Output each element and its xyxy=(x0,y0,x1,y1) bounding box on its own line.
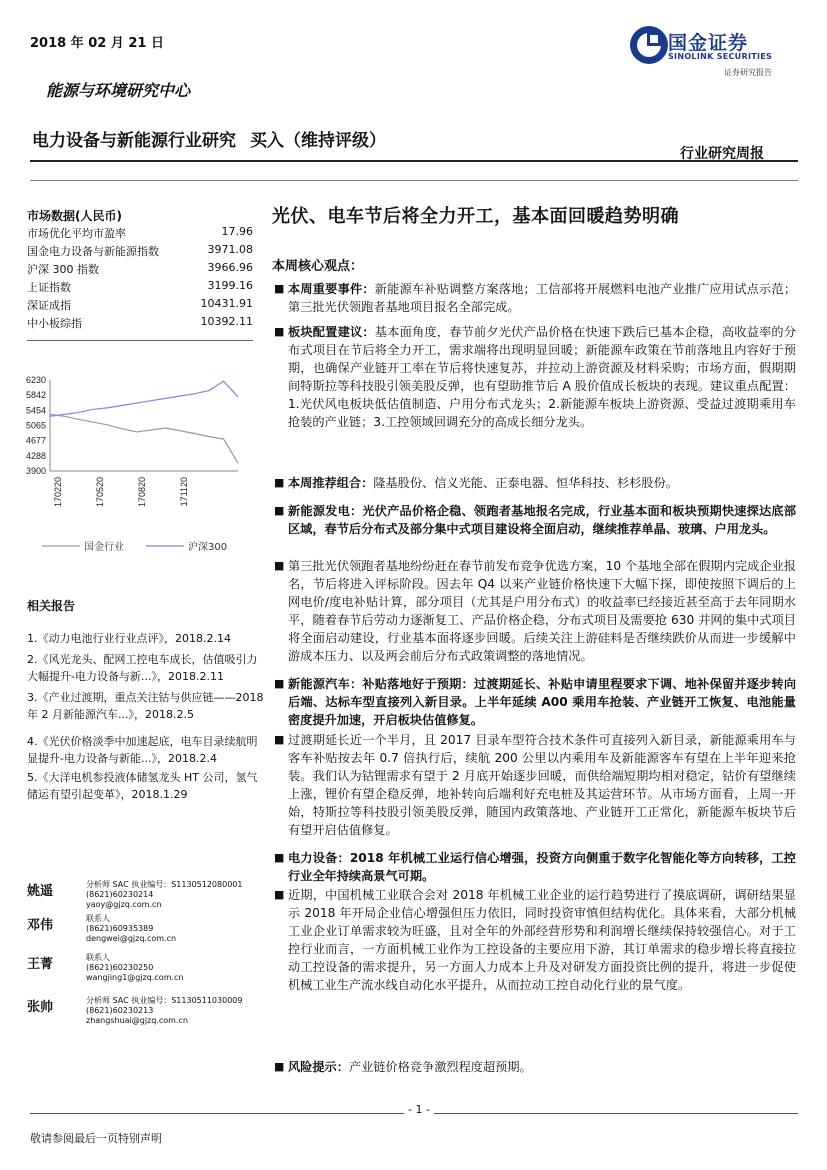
chart-series-line-industry xyxy=(50,414,238,463)
chart-y-tick-label: 5842 xyxy=(25,390,46,401)
analyst-role: 联系人 xyxy=(86,914,110,923)
related-report-item[interactable]: 3.《产业过渡期，重点关注钴与供应链——2018 年 2 月新能源汽车...》，2018.2.5 xyxy=(27,691,264,721)
paragraph-nev xyxy=(274,675,797,729)
market-data-value: 10392.11 xyxy=(200,315,253,328)
chart-y-tick-label: 4677 xyxy=(25,435,46,446)
paragraph-bold-text: 补贴落地好于预期：过渡期延长、补贴申请里程要求下调、地补保留并逐步转向后端、达标车型直接列入新目录。上半年延续 A00 乘用车抢装、产业链开工恢复、电池能量密度提升加速，开启板块估值修复。 xyxy=(288,677,797,728)
paragraph-label: 新能源汽车： xyxy=(288,677,363,691)
analyst-name: 姚遥 xyxy=(27,884,54,899)
paragraph-text: 第三批光伏领跑者基地纷纷赶在春节前发布竞争优选方案，10 个基地全部在假期内完成企业报名，节后将进入评标阶段。因去年 Q4 以来产业链价格快速下大幅下探，即使按照下调后的上网电价/度电补贴计算，部分项目（尤其是户用分布式）的收益率已经接近甚至高于去年同期水平，随着春节后劳动力逐渐复工、产品价格企稳，分布式项目及需要抢 630 并网的集中式项目将全面启动建设，行业基本面将逐步回暖。后续关注上游硅料是否继续跌价从而进一步缓解中游成本压力、以及两会前后分布式政策调整的落地情况。 xyxy=(288,559,796,664)
paragraph-bold-text: 光伏产品价格企稳、领跑者基地报名完成，行业基本面和板块预期快速探达底部区域，春节后分布式及部分集中式项目建设将全面启动，继续推荐单晶、玻璃、户用龙头。 xyxy=(288,504,797,537)
paragraph-label: 新能源发电： xyxy=(288,504,363,518)
paragraph-label: 板块配置建议： xyxy=(288,325,375,339)
report-type: 行业研究周报 xyxy=(680,146,764,162)
market-data-label: 深证成指 xyxy=(27,299,71,312)
market-data-row xyxy=(27,315,253,333)
bullet-icon: ■ xyxy=(274,733,285,746)
header-divider-thin xyxy=(30,180,798,181)
report-date: 2018 年 02 月 21 日 xyxy=(30,36,164,51)
bullet-icon: ■ xyxy=(274,325,285,338)
analyst-phone: (8621)60230250 xyxy=(86,963,154,972)
analyst-contact xyxy=(86,953,184,983)
paragraph-text: 过渡期延长近一个半月，且 2017 目录车型符合技术条件可直接列入新目录，新能源乘用车与客车补贴按去年 0.7 倍执行后，续航 200 公里以内乘用车及新能源客车有望在上半年迎来抢装。我们认为钴锂需求有望于 2 月底开始逐步回暖，而供给端短期均相对稳定，钴价有望继续上涨，锂价有望企稳反弹，地补转向后端利好充电桩及其运营环节。从市场方面看，上周一开始，特斯拉等科技股引领美股反弹，随国内政策落地、产业链开工正常化，新能源车板块节后有望开启估值修复。 xyxy=(288,733,796,838)
analyst-email[interactable]: yaoy@gjzq.com.cn xyxy=(86,900,162,909)
industry-title: 电力设备与新能源行业研究 xyxy=(32,131,236,151)
market-data-row xyxy=(27,279,253,297)
paragraph-label: 本周重要事件： xyxy=(288,282,375,296)
chart-y-tick-label: 4288 xyxy=(25,450,46,461)
chart-y-tick-label: 5065 xyxy=(25,420,46,431)
research-center: 能源与环境研究中心 xyxy=(46,81,191,100)
paragraph-nev-detail xyxy=(274,731,796,840)
analyst-cert: 分析师 SAC 执业编号：S1130511030009 xyxy=(86,996,243,1005)
market-data-value: 3199.16 xyxy=(207,279,253,292)
chart-series-line-csi300 xyxy=(50,381,238,416)
related-report-item[interactable]: 1.《动力电池行业行业点评》，2018.2.14 xyxy=(27,632,231,645)
analyst-name: 张帅 xyxy=(27,1000,54,1015)
bullet-icon: ■ xyxy=(274,476,285,489)
page-number: - 1 - xyxy=(404,1103,434,1116)
paragraph-label: 风险提示： xyxy=(288,1060,349,1074)
analyst-email[interactable]: dengwei@gjzq.com.cn xyxy=(86,934,177,943)
market-data-value: 3966.96 xyxy=(207,261,253,274)
bullet-icon: ■ xyxy=(274,851,285,864)
paragraph-text: 隆基股份、信义光能、正泰电器、恒华科技、杉杉股份。 xyxy=(373,476,678,490)
market-data-value: 10431.91 xyxy=(200,297,253,310)
chart-x-tick-label: 170520 xyxy=(95,477,105,508)
logo-english: SINOLINK SECURITIES xyxy=(668,52,773,61)
chart-legend-label: 沪深300 xyxy=(188,542,228,553)
paragraph-portfolio xyxy=(274,474,796,492)
market-data-title: 市场数据(人民币) xyxy=(27,209,122,223)
paragraph-power-equipment xyxy=(274,849,796,885)
report-headline: 光伏、电车节后将全力开工，基本面回暖趋势明确 xyxy=(272,206,679,227)
bullet-icon: ■ xyxy=(274,559,285,572)
market-data-value: 3971.08 xyxy=(207,243,253,256)
analyst-name: 王菁 xyxy=(27,957,54,972)
chart-legend-label: 国金行业 xyxy=(84,542,124,553)
logo-mark-icon xyxy=(628,24,670,66)
bullet-icon: ■ xyxy=(274,282,285,295)
paragraph-new-energy-power xyxy=(274,502,797,538)
core-views-title: 本周核心观点： xyxy=(272,259,364,274)
market-data-row xyxy=(27,225,253,243)
paragraph-text: 新能源车补贴调整方案落地；工信部将开展燃料电池产业推广应用试点示范；第三批光伏领跑者基地项目报名全部完成。 xyxy=(288,282,797,315)
chart-x-tick-label: 171120 xyxy=(179,477,189,507)
market-data-value: 17.96 xyxy=(221,225,253,238)
analyst-email[interactable]: zhangshuai@gjzq.com.cn xyxy=(86,1016,188,1025)
market-data-row xyxy=(27,297,253,315)
related-report-item[interactable]: 5.《大洋电机参投液体储氢龙头 HT 公司，氢气储运有望引起变革》，2018.1.29 xyxy=(27,771,258,801)
paragraph-pv-detail xyxy=(274,557,796,666)
logo-subtitle: 证券研究报告 xyxy=(724,68,772,77)
market-data-label: 市场优化平均市盈率 xyxy=(27,227,126,240)
analyst-role: 联系人 xyxy=(86,953,110,962)
paragraph-allocation xyxy=(274,323,797,432)
analyst-phone: (8621)60935389 xyxy=(86,924,154,933)
analyst-email[interactable]: wangjing1@gjzq.com.cn xyxy=(86,973,184,982)
chart-y-tick-label: 6230 xyxy=(25,375,46,385)
logo-name: 国金证券 xyxy=(668,32,749,54)
index-chart xyxy=(12,368,258,564)
page-title xyxy=(32,126,386,151)
chart-x-tick-label: 170220 xyxy=(53,477,63,508)
analyst-contact xyxy=(86,996,242,1026)
footer-disclaimer: 敬请参阅最后一页特别声明 xyxy=(30,1132,162,1145)
market-data-label: 国金电力设备与新能源指数 xyxy=(27,245,159,258)
paragraph-label: 电力设备： xyxy=(288,851,350,865)
paragraph-text: 基本面角度，春节前夕光伏产品价格在快速下跌后已基本企稳，高收益率的分布式项目在节后将全力开工，需求端将出现明显回暖；新能源车政策在节前落地且内容好于预期，也确保产业链开工率在节后将快速复苏，并拉动上游资源及材料采购；市场方面，假期期间特斯拉等科技股引领美股反弹，也有望助推节后 A 股价值成长板块的表现。建议重点配置：1.光伏风电板块低估值制造、户用分布式龙头；2.新能源车板块上游资源、受益过渡期乘用车抢装的产业链；3.工控领域回调充分的高成长细分龙头。 xyxy=(288,325,797,430)
chart-y-tick-label: 5454 xyxy=(25,405,46,416)
paragraph-text: 近期，中国机械工业联合会对 2018 年机械工业企业的运行趋势进行了摸底调研，调研结果显示 2018 年开局企业信心增强但压力依旧，同时投资审慎但结构优化。具体来看，大部分机械工业企业订单需求较为旺盛，且对全年的外部经营形势和利润增长继续保持较强信心。对于工控行业而言，一方面机械工业作为工控设备的主要应用下游，其订单需求的稳步增长将直接拉动工控设备的需求提升，另一方面人力成本上升及对研发方面投资比例的提升，将进一步促使机械工业生产流水线自动化水平提升，从而拉动工控自动化行业的景气度。 xyxy=(288,888,796,993)
related-report-item[interactable]: 4.《光伏价格淡季中加速起底，电车目录续航明显提升-电力设备与新能...》，2018.2.4 xyxy=(27,735,258,765)
analyst-contact xyxy=(86,914,176,944)
rating-label: 买入（维持评级） xyxy=(250,131,386,151)
market-data-label: 沪深 300 指数 xyxy=(27,263,99,276)
paragraph-text: 产业链价格竞争激烈程度超预期。 xyxy=(348,1060,532,1074)
paragraph-bold-text: 2018 年机械工业运行信心增强，投资方向侧重于数字化智能化等方向转移，工控行业全年持续高景气可期。 xyxy=(288,851,796,884)
analyst-phone: (8621)60230213 xyxy=(86,1006,154,1015)
market-data-divider xyxy=(27,340,253,341)
analyst-contact xyxy=(86,880,242,910)
analyst-phone: (8621)60230214 xyxy=(86,890,154,899)
bullet-icon: ■ xyxy=(274,1060,285,1073)
bullet-icon: ■ xyxy=(274,504,285,517)
market-data-row xyxy=(27,261,253,279)
related-reports-title: 相关报告 xyxy=(27,599,76,613)
bullet-icon: ■ xyxy=(274,888,285,901)
paragraph-machinery-detail xyxy=(274,886,796,995)
related-report-item[interactable]: 2.《风光龙头、配网工控电车成长，估值吸引力大幅提升-电力设备与新...》，2018.2.11 xyxy=(27,653,258,683)
paragraph-key-events xyxy=(274,280,797,316)
market-data-label: 上证指数 xyxy=(27,281,71,294)
analyst-name: 邓伟 xyxy=(27,918,54,933)
chart-y-tick-label: 3900 xyxy=(25,466,46,476)
paragraph-label: 本周推荐组合： xyxy=(288,476,374,490)
market-data-row xyxy=(27,243,253,261)
analyst-cert: 分析师 SAC 执业编号：S1130512080001 xyxy=(86,880,243,889)
index-chart-svg xyxy=(12,368,258,564)
market-data-label: 中小板综指 xyxy=(27,317,82,330)
paragraph-risk xyxy=(274,1058,796,1076)
bullet-icon: ■ xyxy=(274,677,285,690)
chart-x-tick-label: 170820 xyxy=(137,477,147,508)
